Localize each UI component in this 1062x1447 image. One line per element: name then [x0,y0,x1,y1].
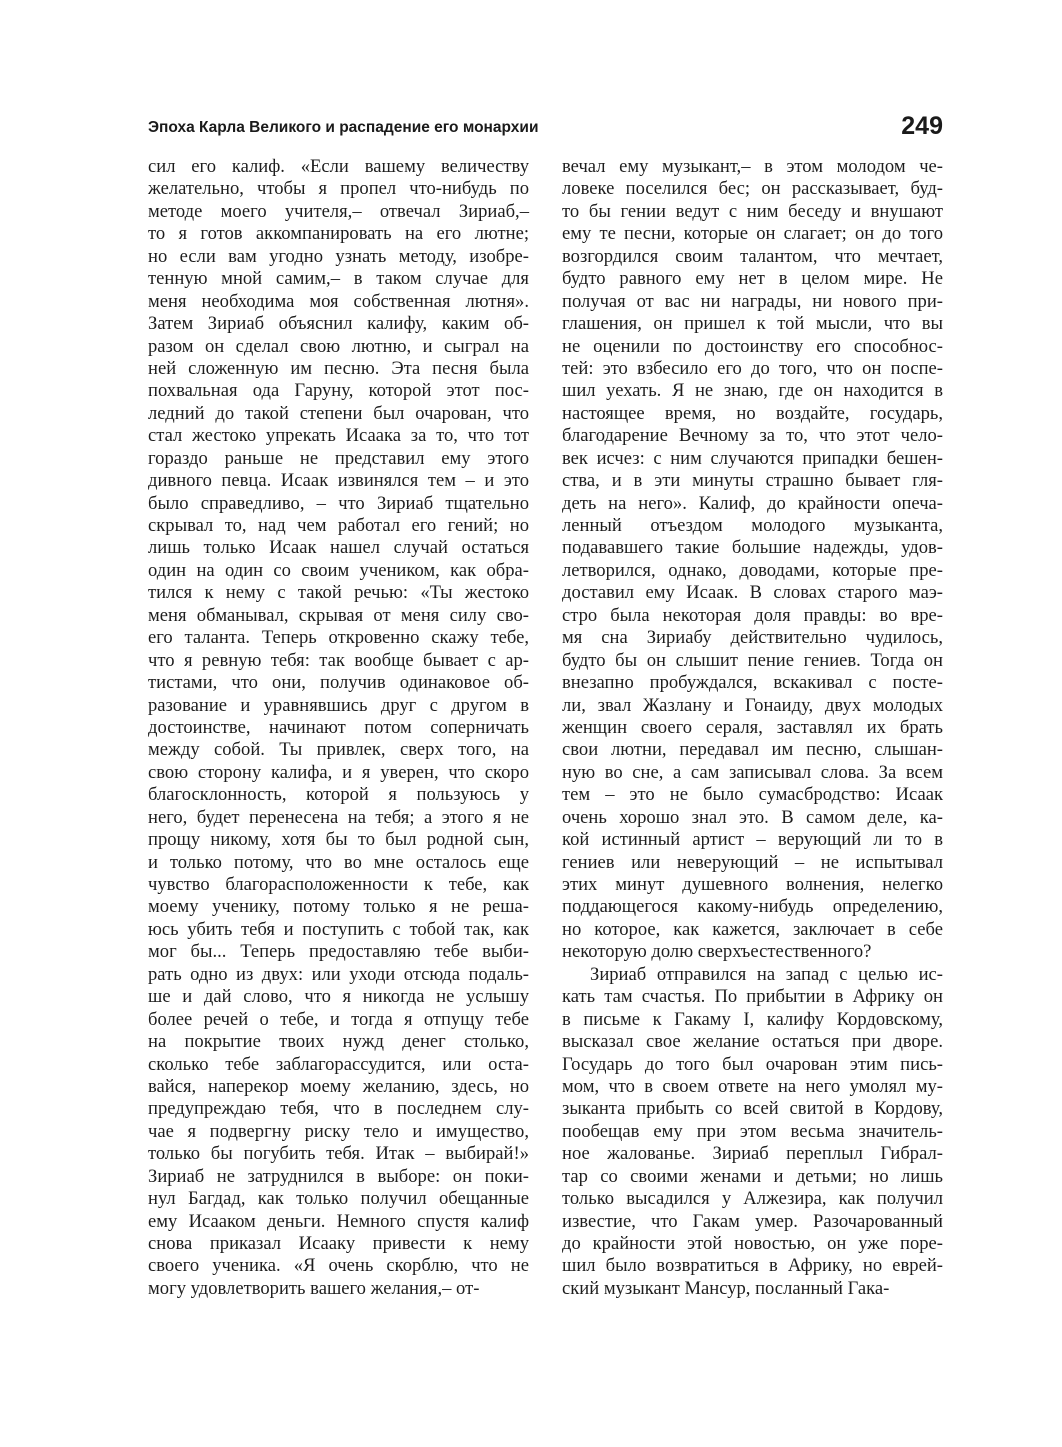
text-line: тенную мной самим,– в таком случае для [148,268,529,290]
page-number: 249 [901,112,943,140]
text-line: некоторую долю сверхъестественного? [562,941,872,963]
text-line: достоинстве, начинают потом соперничать [148,716,529,738]
text-line: шил было возвратиться в Африку, но еврей- [562,1255,943,1277]
text-line: чае я подвергну риску тело и имущество, [148,1120,529,1142]
text-line: свои лютни, передавал им песню, слышан- [562,739,943,761]
text-line: будто равного ему нет в целом мире. Не [562,268,943,290]
text-line: ему те песни, которые он слагает; он до того [562,223,943,245]
text-line: ледний до такой степени был очарован, что [148,402,529,424]
text-line: доставил ему Исаак. В словах старого маэ- [562,582,943,604]
text-line: век исчез: с ним случаются припадки бешен- [562,447,943,469]
text-line: вайся, наперекор моему желанию, здесь, но [148,1075,529,1097]
text-line: ное жалованье. Зириаб переплыл Гибрал- [562,1143,943,1165]
text-line: поддающегося какому-нибудь определению, [562,896,943,918]
running-title: Эпоха Карла Великого и распадение его монархии [148,119,539,136]
text-line: пообещав ему при этом весьма значитель- [562,1120,943,1142]
text-line: скрывал то, над чем работал его гений; но [148,515,529,536]
text-line: меня обманывал, скрывая от меня силу сво- [148,604,529,626]
text-line: дивного певца. Исаак извинялся тем – и это [148,470,529,492]
text-line: внезапно пробуждался, вскакивал с посте- [562,672,943,694]
page-header [148,112,943,148]
text-line: гениев или неверующий – не испытывал [562,851,943,873]
text-line: снова приказал Исааку привести к нему [148,1233,529,1254]
text-line: этих минут душевного волнения, нелегко [562,874,943,895]
text-line: ли, звал Жазлану и Гонаиду, двух молодых [562,694,943,716]
text-line: но которое, как кажется, заключает в себе [562,918,943,940]
text-line: лишь только Исаак нашел случай остаться [148,537,529,559]
text-line: мог бы... Теперь предоставляю тебе выби- [148,941,529,963]
text-line: мом, что в своем ответе на него умолял му- [562,1075,943,1097]
text-line: разование и уравнявшись друг с другом в [148,694,529,716]
text-line: глашения, он пришел к той мысли, что вы [562,313,943,335]
text-line: Зириаб отправился на запад с целью ис- [590,963,943,985]
text-line: Зириаб не затруднился в выборе: он поки- [148,1165,529,1187]
text-line: тар со своими женами и детьми; но лишь [562,1165,943,1187]
text-line: шил уехать. Я не знаю, где он находится в [562,380,943,402]
text-line: не оценили по достоинству его способнос- [562,335,943,357]
text-line: и только потому, что во мне осталось еще [148,851,529,873]
right-text-column [562,156,943,1300]
text-line: предупреждаю тебя, что в последнем слу- [148,1098,529,1120]
text-line: ную во сне, а сам записывал слова. За всем [562,761,943,783]
text-line: тем – это не было сумасбродство: Исаак [562,784,943,806]
text-line: него, будет перенесена на тебя; а этого я не [148,806,529,828]
text-line: свою сторону калифа, и я уверен, что скоро [148,761,529,783]
text-line: тистами, что они, получив одинаковое об- [148,672,529,694]
text-line: летворился, однако, доводами, которые пре- [562,559,943,581]
left-text-column [148,156,529,1300]
text-line: ней сложенную им песню. Эта песня была [148,357,529,379]
text-line: высказал свое желание остаться при дворе. [562,1031,943,1053]
text-line: только бы погубить тебя. Итак – выбирай!» [148,1143,529,1165]
text-line: похвальная ода Гаруну, которой этот пос- [148,380,529,402]
text-line: благодарение Вечному за то, что этот чело- [562,425,943,447]
text-line: до крайности этой новостью, он уже поре- [562,1233,943,1254]
text-line: кать там счастья. По прибытии в Африку он [562,986,943,1008]
text-line: сколько тебе заблагорассудится, или оста- [148,1053,529,1075]
text-line: желательно, чтобы я пропел что-нибудь по [148,178,529,200]
text-line: рать одно из двух: или уходи отсюда подаль- [148,963,529,985]
text-line: то бы гении ведут с ним беседу и внушают [562,200,943,222]
text-line: вечал ему музыкант,– в этом молодом че- [562,156,943,177]
text-line: будто бы он слышит пение гениев. Тогда он [562,649,943,671]
text-line: Государь до того был очарован этим пись- [562,1053,943,1075]
text-line: гораздо раньше не представил ему этого [148,447,529,469]
text-line: то я готов аккомпанировать на его лютне; [148,223,529,245]
text-line: возгордился своим талантом, что мечтает, [562,245,943,267]
text-line: кой истинный артист – верующий ли то в [562,829,943,851]
text-line: на покрытие твоих нужд денег столько, [148,1031,529,1053]
text-line: настоящее время, но воздайте, государь, [562,402,943,424]
text-line: очень хорошо знал это. В самом деле, ка- [562,806,943,828]
text-line: сил его калиф. «Если вашему величеству [148,156,529,177]
text-line: более речей о тебе, и тогда я отпущу тебе [148,1008,529,1030]
text-line: методе моего учителя,– отвечал Зириаб,– [148,200,529,222]
text-line: ше и дай слово, что я никогда не услышу [148,986,529,1008]
text-line: его таланта. Теперь откровенно скажу тебе, [148,627,529,649]
text-line: нул Багдад, как только получил обещанные [148,1188,529,1210]
text-line: один на один со своим учеником, как обра- [148,559,529,581]
text-line: чувство благорасположенности к тебе, как [148,874,529,895]
text-line: благосклонность, которой я пользуюсь у [148,784,529,806]
text-line: моему ученику, потому только я не реша- [148,896,529,918]
text-line: Затем Зириаб объяснил калифу, каким об- [148,313,529,335]
text-line: подававшего такие большие надежды, удов- [562,537,943,559]
text-line: в письме к Гакаму I, калифу Кордовскому, [562,1008,943,1030]
text-line: тился к нему с такой речью: «Ты жестоко [148,582,529,604]
text-line: что я ревную тебя: так вообще бывает с ар- [148,649,529,671]
text-line: было справедливо, – что Зириаб тщательно [148,492,529,514]
text-line: разом он сделал свою лютню, и сыграл на [148,335,529,357]
text-line: получая от вас ни награды, ни нового при- [562,290,943,312]
text-line: женщин своего сераля, заставлял их брать [562,716,943,738]
text-line: могу удовлетворить вашего желания,– от- [148,1277,480,1299]
text-line: но если вам угодно узнать методу, изобре- [148,245,529,267]
text-line: стал жестоко упрекать Исаака за то, что тот [148,425,529,447]
text-line: между собой. Ты привлек, сверх того, на [148,739,529,761]
text-line: тей: это взбесило его до того, что он поспе- [562,357,943,379]
text-line: ленный отъездом молодого музыканта, [562,515,943,536]
text-line: юсь убить тебя и поступить с тобой так, как [148,918,529,940]
text-line: деть на него». Калиф, до крайности опеча- [562,492,943,514]
text-line: ский музыкант Мансур, посланный Гака- [562,1277,890,1299]
text-line: своего ученика. «Я очень скорблю, что не [148,1255,529,1277]
text-line: зыканта прибыть со всей свитой в Кордову, [562,1098,943,1120]
text-line: прощу никому, хотя бы то был родной сын, [148,829,529,851]
text-line: только высадился у Алжезира, как получил [562,1188,943,1210]
text-line: ловеке поселился бес; он рассказывает, буд- [562,178,943,200]
text-line: мя сна Зириабу действительно чудилось, [562,627,943,649]
text-line: известие, что Гакам умер. Разочарованный [562,1210,943,1232]
text-line: стро была некоторая доля правды: во вре- [562,604,943,626]
text-line: ему Исааком деньги. Немного спустя калиф [148,1210,529,1232]
text-line: меня необходима моя собственная лютня». [148,290,529,312]
text-line: ства, и в эти минуты страшно бывает гля- [562,470,943,492]
